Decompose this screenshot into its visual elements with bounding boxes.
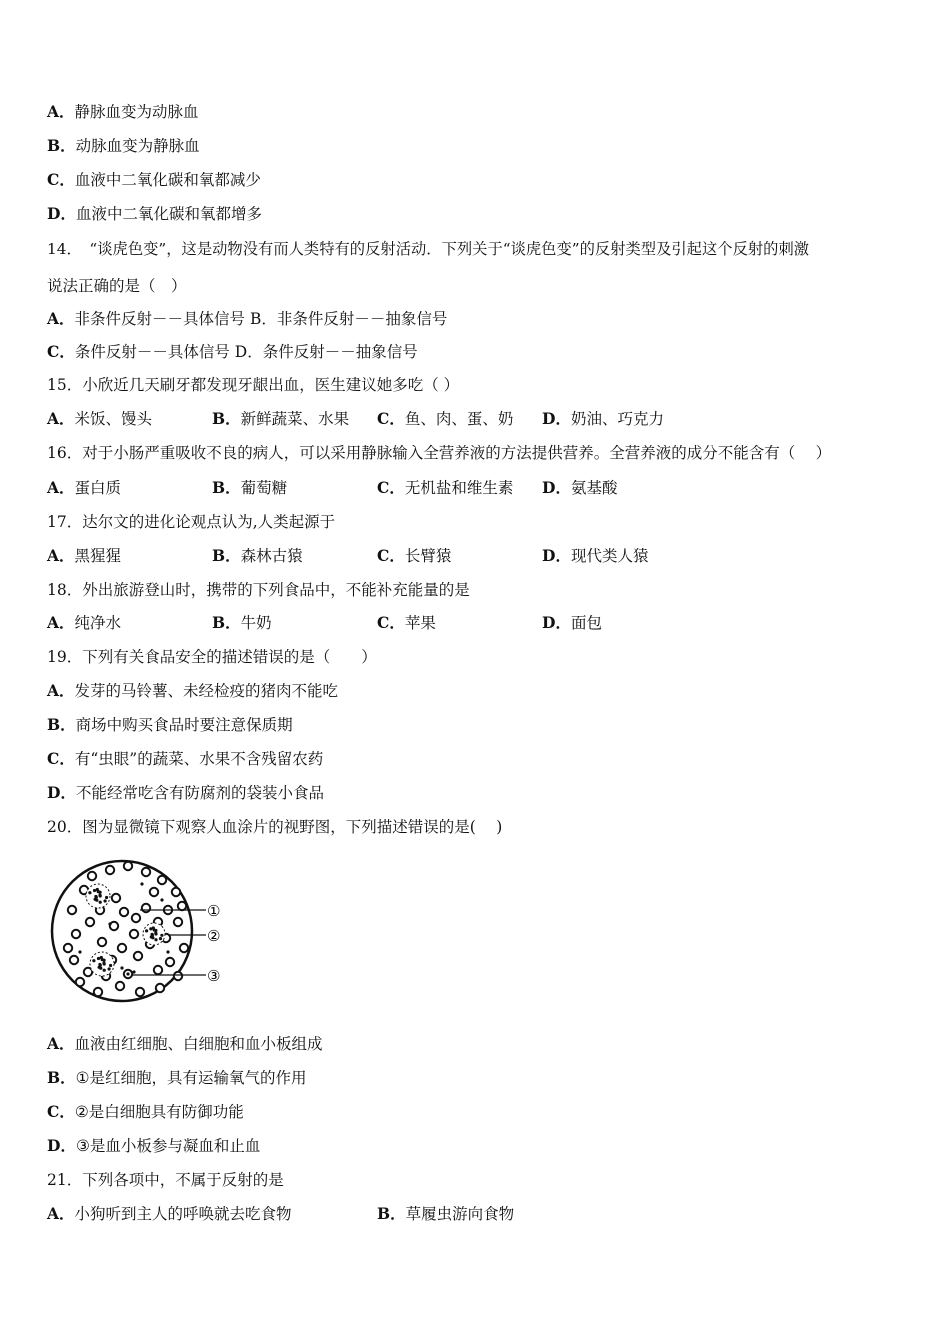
- white-blood-cell-nucleus-dot: [88, 891, 91, 894]
- q21-option-a: A．小狗听到主人的呼唤就去吃食物: [47, 1204, 292, 1223]
- white-blood-cell-nucleus-dot: [149, 927, 152, 930]
- platelet: [78, 950, 81, 953]
- red-blood-cell: [118, 944, 126, 952]
- white-blood-cell-nucleus-dot: [104, 899, 107, 902]
- white-blood-cell-nucleus-dot: [109, 964, 112, 967]
- red-blood-cell: [94, 988, 102, 996]
- white-blood-cell-nucleus-dot: [98, 894, 101, 897]
- red-blood-cell: [106, 866, 114, 874]
- red-blood-cell: [116, 982, 124, 990]
- red-blood-cell: [142, 904, 150, 912]
- q15-option-b: B．新鲜蔬菜、水果: [212, 409, 350, 428]
- red-blood-cell: [86, 918, 94, 926]
- q21-stem: 21．下列各项中，不属于反射的是: [47, 1171, 284, 1189]
- white-blood-cell-nucleus-dot: [108, 967, 111, 970]
- platelet: [126, 972, 129, 975]
- q15-option-d: D．奶油、巧克力: [542, 409, 664, 428]
- q19-stem: 19．下列有关食品安全的描述错误的是（ ）: [47, 648, 377, 666]
- q14-options-line2: C．条件反射－－具体信号 D．条件反射－－抽象信号: [47, 342, 418, 361]
- red-blood-cell: [172, 888, 180, 896]
- white-blood-cell-nucleus-dot: [151, 934, 154, 937]
- q17-option-a: A．黑猩猩: [47, 546, 122, 565]
- q19-option-b: B．商场中购买食品时要注意保质期: [47, 715, 293, 734]
- white-blood-cell-nucleus-dot: [95, 896, 98, 899]
- q14-stem-line2: 说法正确的是（ ）: [47, 277, 187, 295]
- q17-stem: 17．达尔文的进化论观点认为,人类起源于: [47, 513, 336, 531]
- q16-option-d: D．氨基酸: [542, 478, 618, 497]
- q19-option-d: D．不能经常吃含有防腐剂的袋装小食品: [47, 783, 324, 802]
- q20-option-b: B．①是红细胞，具有运输氧气的作用: [47, 1068, 307, 1087]
- red-blood-cell: [124, 862, 132, 870]
- q18-stem: 18．外出旅游登山时，携带的下列食品中，不能补充能量的是: [47, 581, 470, 599]
- q17-option-d: D．现代类人猿: [542, 546, 649, 565]
- red-blood-cell: [112, 894, 120, 902]
- white-blood-cell-nucleus-dot: [99, 901, 102, 904]
- q18-option-b: B．牛奶: [212, 613, 272, 632]
- q18-option-d: D．面包: [542, 613, 602, 632]
- platelet: [160, 898, 163, 901]
- q13-option-d: D．血液中二氧化碳和氧都增多: [47, 204, 262, 223]
- white-blood-cell-nucleus-dot: [97, 957, 100, 960]
- white-blood-cell-nucleus-dot: [153, 928, 156, 931]
- red-blood-cell: [130, 930, 138, 938]
- red-blood-cell: [76, 978, 84, 986]
- white-blood-cell-nucleus-dot: [92, 959, 95, 962]
- red-blood-cell: [120, 908, 128, 916]
- q14-stem-line1: 14． “谈虎色变”，这是动物没有而人类特有的反射活动．下列关于“谈虎色变”的反射类型及引起这个反射的刺激: [47, 240, 810, 258]
- figure-label-2: ②: [207, 927, 221, 945]
- red-blood-cell: [98, 938, 106, 946]
- q15-option-c: C．鱼、肉、蛋、奶: [377, 409, 514, 428]
- q15-stem: 15．小欣近几天刷牙都发现牙龈出血，医生建议她多吃（ ）: [47, 376, 460, 394]
- white-blood-cell-nucleus-dot: [105, 896, 108, 899]
- red-blood-cell: [64, 944, 72, 952]
- red-blood-cell: [174, 918, 182, 926]
- white-blood-cell-nucleus-dot: [99, 964, 102, 967]
- red-blood-cell: [158, 876, 166, 884]
- q20-stem: 20．图为显微镜下观察人血涂片的视野图，下列描述错误的是( ): [47, 818, 503, 836]
- q16-option-c: C．无机盐和维生素: [377, 478, 514, 497]
- cells-layer: [64, 862, 188, 996]
- q13-option-c: C．血液中二氧化碳和氧都减少: [47, 170, 261, 189]
- figure-label-1: ①: [207, 902, 221, 920]
- white-blood-cell-nucleus-dot: [154, 932, 157, 935]
- white-blood-cell-nucleus-dot: [103, 969, 106, 972]
- blood-smear-figure: [50, 852, 240, 1008]
- red-blood-cell: [156, 984, 164, 992]
- platelet: [120, 966, 123, 969]
- white-blood-cell-nucleus-dot: [159, 937, 162, 940]
- q16-option-b: B．葡萄糖: [212, 478, 288, 497]
- white-blood-cell-nucleus-dot: [95, 899, 98, 902]
- white-blood-cell-nucleus-dot: [145, 929, 148, 932]
- red-blood-cell: [142, 868, 150, 876]
- red-blood-cell: [134, 952, 142, 960]
- red-blood-cell: [68, 906, 76, 914]
- white-blood-cell-nucleus-dot: [154, 938, 157, 941]
- red-blood-cell: [154, 966, 162, 974]
- red-blood-cell: [166, 958, 174, 966]
- q18-option-c: C．苹果: [377, 613, 436, 632]
- figure-label-3: ③: [207, 967, 221, 985]
- q20-option-d: D．③是血小板参与凝血和止血: [47, 1136, 261, 1155]
- q13-option-b: B．动脉血变为静脉血: [47, 136, 200, 155]
- red-blood-cell: [150, 888, 158, 896]
- white-blood-cell-nucleus-dot: [102, 962, 105, 965]
- white-blood-cell-nucleus-dot: [99, 967, 102, 970]
- q15-option-a: A．米饭、馒头: [47, 409, 153, 428]
- white-blood-cell-nucleus-dot: [97, 890, 100, 893]
- white-blood-cell-nucleus-dot: [93, 889, 96, 892]
- platelet: [108, 922, 111, 925]
- q17-option-c: C．长臂猿: [377, 546, 452, 565]
- q13-option-a: A．静脉血变为动脉血: [47, 102, 199, 121]
- red-blood-cell: [132, 914, 140, 922]
- red-blood-cell: [72, 930, 80, 938]
- q21-option-b: B．草履虫游向食物: [377, 1204, 515, 1223]
- q17-option-b: B．森林古猿: [212, 546, 303, 565]
- q14-options-line1: A．非条件反射－－具体信号 B．非条件反射－－抽象信号: [47, 309, 448, 328]
- platelet: [166, 950, 169, 953]
- q20-option-c: C．②是白细胞具有防御功能: [47, 1102, 244, 1121]
- red-blood-cell: [180, 944, 188, 952]
- red-blood-cell: [174, 972, 182, 980]
- white-blood-cell-nucleus-dot: [160, 934, 163, 937]
- red-blood-cell: [70, 956, 78, 964]
- q20-option-a: A．血液由红细胞、白细胞和血小板组成: [47, 1034, 323, 1053]
- q16-option-a: A．蛋白质: [47, 478, 122, 497]
- red-blood-cell: [88, 872, 96, 880]
- q19-option-c: C．有“虫眼”的蔬菜、水果不含残留农药: [47, 749, 324, 768]
- platelet: [132, 970, 135, 973]
- white-blood-cell-nucleus-dot: [101, 958, 104, 961]
- q16-stem: 16．对于小肠严重吸收不良的病人，可以采用静脉输入全营养液的方法提供营养。全营养液的成分不能含有（ ）: [47, 444, 832, 462]
- platelet: [140, 882, 143, 885]
- red-blood-cell: [178, 902, 186, 910]
- q19-option-a: A．发芽的马铃薯、未经检疫的猪肉不能吃: [47, 681, 339, 700]
- red-blood-cell: [136, 988, 144, 996]
- q18-option-a: A．纯净水: [47, 613, 122, 632]
